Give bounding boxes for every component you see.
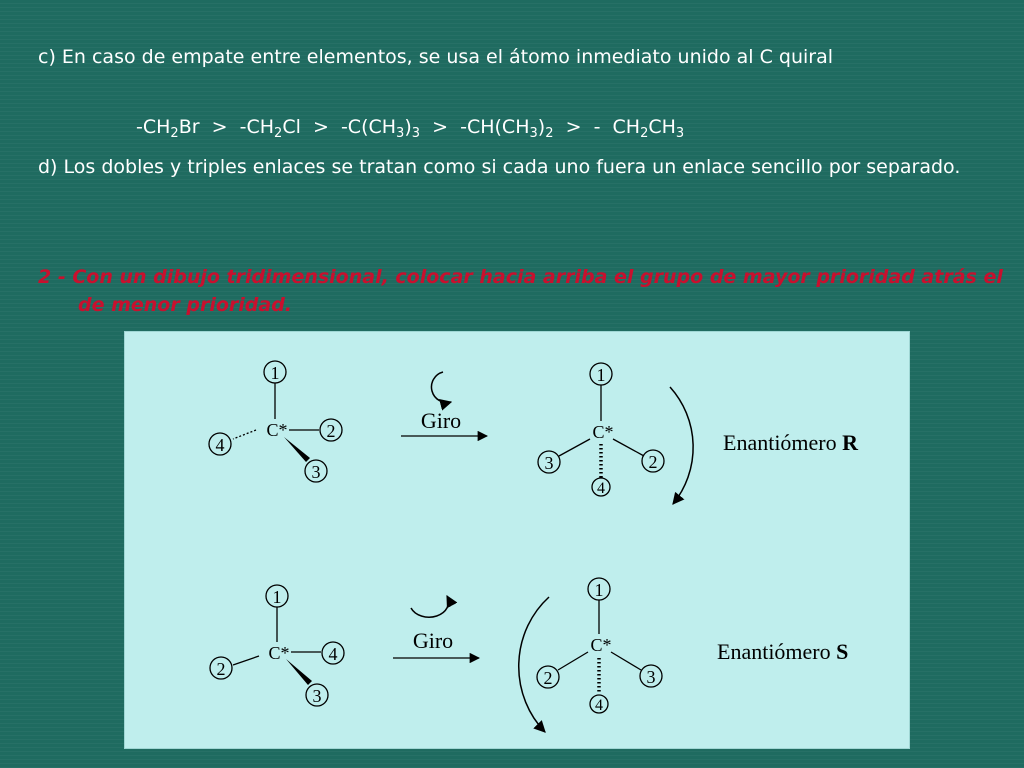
formula-subscript: 3 — [529, 126, 538, 141]
row2-left-group-right: 4 — [328, 644, 338, 664]
row2-right-group-top: 1 — [594, 580, 604, 600]
row2-enantiomer-label — [717, 639, 848, 664]
formula-segment: > -CH(CH — [420, 116, 530, 138]
row2-right-molecule — [519, 578, 662, 732]
row2-enantiomer-prefix: Enantiómero — [717, 639, 837, 664]
formula-subscript: 2 — [640, 126, 649, 141]
row1-giro-label: Giro — [420, 408, 462, 433]
row2-enantiomer-letter: S — [836, 639, 849, 664]
row2-right-center: C* — [590, 635, 612, 655]
row2-right-group-right: 3 — [646, 667, 656, 687]
row2-left-group-top: 1 — [272, 587, 282, 607]
row1-enantiomer-letter: R — [842, 430, 859, 455]
formula-segment: Cl > -C(CH — [282, 116, 397, 138]
row1-right-group-left: 3 — [544, 453, 554, 473]
formula-subscript: 3 — [675, 126, 685, 141]
formula-subscript: 3 — [396, 126, 405, 141]
row1-left-group-wedge: 3 — [311, 462, 321, 482]
row1-enantiomer-prefix: Enantiómero — [723, 430, 843, 455]
row1-left-group-top: 1 — [270, 363, 280, 383]
formula-subscript: 3 — [411, 126, 421, 141]
row1-right-center: C* — [592, 422, 614, 442]
point-d-text: d) Los dobles y triples enlaces se tratan como si cada uno fuera un enlace sencillo por separado. — [38, 156, 961, 178]
rotation-arrow-cw-icon — [411, 596, 449, 617]
formula-subscript: 2 — [545, 126, 554, 141]
row1-enantiomer-label — [723, 430, 859, 455]
formula-segment: -CH — [136, 116, 171, 138]
formula-segment: CH — [648, 116, 676, 138]
rule-2-text: 2 - Con un dibujo tridimensional, colocar hacia arriba el grupo de mayor prioridad atrás el de menor prioridad. — [38, 266, 1003, 316]
rotation-arrow-ccw-icon — [431, 372, 451, 403]
row2-right-group-left: 2 — [543, 668, 553, 688]
point-c-text: c) En caso de empate entre elementos, se usa el átomo inmediato unido al C quiral — [38, 46, 833, 68]
row2-left-group-left: 2 — [216, 659, 226, 679]
priority-formula — [136, 113, 684, 141]
row2-left-group-wedge: 3 — [312, 686, 322, 706]
row2-giro-label: Giro — [412, 628, 454, 653]
row1-left-group-right: 2 — [326, 421, 336, 441]
row2-left-center: C* — [268, 643, 290, 663]
row1-right-group-right: 2 — [648, 452, 658, 472]
formula-segment: ) — [537, 116, 546, 138]
formula-subscript: 2 — [274, 126, 283, 141]
row1-left-center: C* — [266, 420, 288, 440]
formula-segment: Br > -CH — [178, 116, 275, 138]
row1-right-group-back: 4 — [597, 480, 605, 497]
formula-segment: > - CH — [553, 116, 641, 138]
formula-segment: ) — [404, 116, 412, 138]
formula-subscript: 2 — [170, 126, 179, 141]
stereo-diagram-panel — [124, 331, 910, 749]
row1-right-molecule — [538, 363, 693, 504]
row1-left-group-dashed: 4 — [215, 435, 225, 455]
row2-right-group-back: 4 — [595, 697, 603, 714]
stereo-diagram — [125, 332, 909, 748]
row1-right-group-top: 1 — [596, 365, 606, 385]
